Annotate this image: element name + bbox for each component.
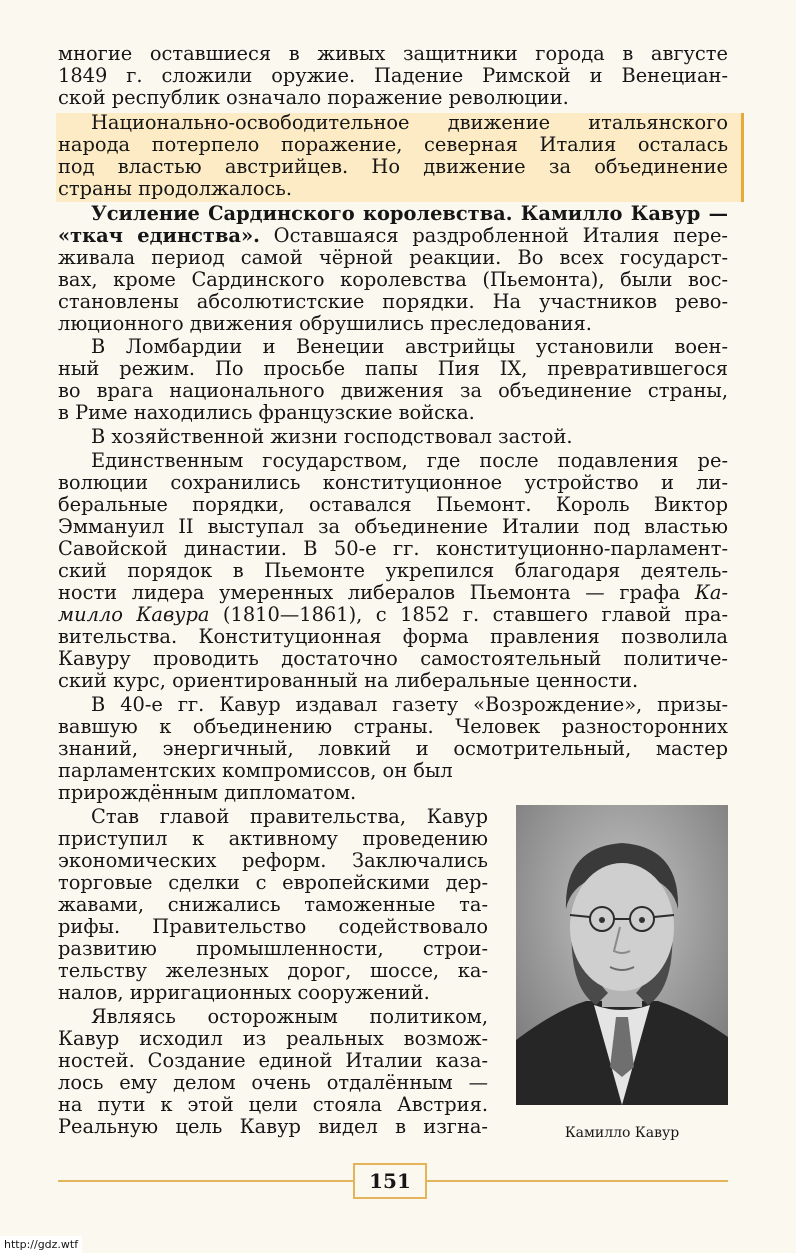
text-line: многие оставшиеся в живых защитники города в августе xyxy=(58,42,728,65)
portrait-drawing xyxy=(516,805,728,1105)
text-line: торговые сделки с европейскими дер- xyxy=(58,871,488,894)
text-line xyxy=(58,582,728,604)
text-line: Единственным государством, где после подавления ре- xyxy=(91,449,728,472)
text-line: вительства. Конституционная форма правления позволила xyxy=(58,625,728,648)
text-line: 1849 г. сложили оружие. Падение Римской и Венециан- xyxy=(58,64,728,87)
footer-rule-right xyxy=(427,1180,728,1182)
footer-rule-left xyxy=(58,1180,353,1182)
text-line: лось ему делом очень отдалённым — xyxy=(58,1071,488,1094)
text-line: экономических реформ. Заключались xyxy=(58,849,488,872)
text-line: ский курс, ориентированный на либеральные ценности. xyxy=(58,669,639,692)
text-line: во врага национального движения за объединение страны, xyxy=(58,379,728,402)
text-line: В 40-е гг. Кавур издавал газету «Возрождение», призы- xyxy=(91,693,728,716)
text-line: Кавур исходил из реальных возмож- xyxy=(58,1027,488,1050)
text-line: Став главой правительства, Кавур xyxy=(91,805,488,828)
text-fragment: (1810—1861), с 1852 г. ставшего главой пра- xyxy=(209,603,728,626)
text-line: В Ломбардии и Венеции австрийцы установили воен- xyxy=(91,335,728,358)
text-line: ский порядок в Пьемонте укрепился благодаря деятель- xyxy=(58,559,728,582)
section-heading: Усиление Сардинского королевства. Камилло Кавур — xyxy=(91,202,728,225)
text-line: приступил к активному проведению xyxy=(58,827,488,850)
text-line: страны продолжалось. xyxy=(58,177,292,200)
text-line: люционного движения обрушились преследования. xyxy=(58,312,592,335)
text-line: становлены абсолютистские порядки. На участников рево- xyxy=(58,290,728,313)
text-fragment: ности лидера умеренных либералов Пьемонта — графа xyxy=(58,581,695,604)
text-line: ской республик означало поражение революции. xyxy=(58,86,569,109)
name-italic: Ка- xyxy=(694,581,728,604)
watermark-link[interactable]: http://gdz.wtf xyxy=(0,1236,82,1253)
text-line: в Риме находились французские войска. xyxy=(58,401,475,424)
text-line: развитию промышленности, строи- xyxy=(58,937,488,960)
text-line: Савойской династии. В 50-е гг. конституционно-парламент- xyxy=(58,537,728,560)
portrait-caption: Камилло Кавур xyxy=(564,1125,680,1141)
text-fragment: Оставшаяся раздробленной Италия пере- xyxy=(259,224,728,247)
text-line: под властью австрийцев. Но движение за объединение xyxy=(58,155,728,178)
text-line: волюции сохранились конституционное устройство и ли- xyxy=(58,471,728,494)
text-line: налов, ирригационных сооружений. xyxy=(58,981,430,1004)
text-line xyxy=(58,225,728,247)
highlight-bar xyxy=(741,113,744,202)
text-line: знаний, энергичный, ловкий и осмотрительный, мастер xyxy=(58,737,728,760)
text-line: В хозяйственной жизни господствовал застой. xyxy=(91,425,573,448)
text-line: Являясь осторожным политиком, xyxy=(91,1005,488,1028)
text-line: рифы. Правительство содействовало xyxy=(58,915,488,938)
section-heading-end: «ткач единства». xyxy=(58,224,260,247)
name-italic: милло Кавура xyxy=(58,603,210,626)
text-line: ный режим. По просьбе папы Пия IX, превратившегося xyxy=(58,357,728,380)
portrait-image xyxy=(516,805,728,1105)
text-line: парламентских компромиссов, он был xyxy=(58,759,453,782)
text-line: вах, кроме Сардинского королевства (Пьемонта), были вос- xyxy=(58,268,728,291)
text-line: живала период самой чёрной реакции. Во всех государст- xyxy=(58,246,728,269)
text-line: тельству железных дорог, шоссе, ка- xyxy=(58,959,488,982)
text-line: Кавуру проводить достаточно самостоятельный политиче- xyxy=(58,647,728,670)
text-line: на пути к этой цели стояла Австрия. xyxy=(58,1093,488,1116)
text-line: жавами, снижались таможенные та- xyxy=(58,893,488,916)
page-number: 151 xyxy=(353,1163,427,1199)
text-line: прирождённым дипломатом. xyxy=(58,781,357,804)
text-line: Национально-освободительное движение итальянского xyxy=(91,111,728,134)
text-line: народа потерпело поражение, северная Италия осталась xyxy=(58,133,728,156)
text-line: беральные порядки, оставался Пьемонт. Король Виктор xyxy=(58,493,728,516)
text-line: ностей. Создание единой Италии каза- xyxy=(58,1049,488,1072)
text-line xyxy=(58,604,728,626)
text-line: Реальную цель Кавур видел в изгна- xyxy=(58,1115,488,1138)
text-line: Эммануил II выступал за объединение Италии под властью xyxy=(58,515,728,538)
text-line: вавшую к объединению страны. Человек разносторонних xyxy=(58,715,728,738)
